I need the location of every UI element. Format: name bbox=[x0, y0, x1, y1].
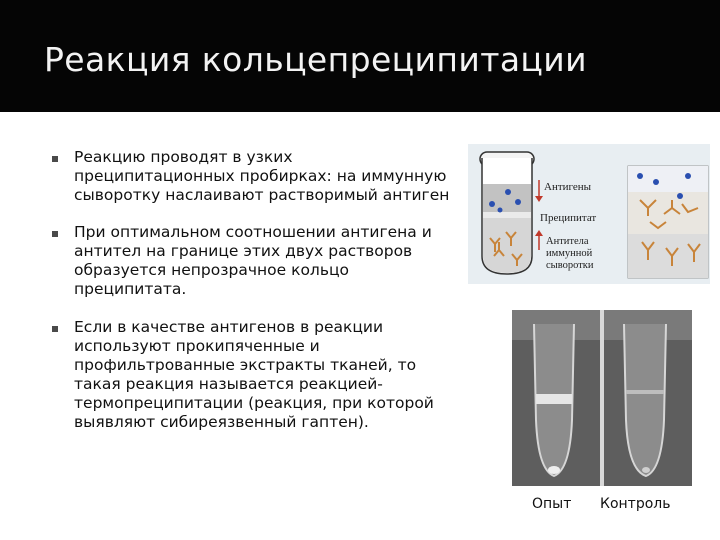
bullet-3-line-2: используют прокипяченные и bbox=[74, 337, 320, 355]
precipitation-diagram bbox=[468, 144, 710, 284]
bullet-marker bbox=[52, 231, 58, 237]
label-antibodies-3: сыворотки bbox=[546, 260, 594, 271]
bullet-2-line-1: При оптимальном соотношении антигена и bbox=[74, 223, 432, 241]
tube-experiment bbox=[534, 324, 574, 476]
antigen-dot bbox=[498, 208, 503, 213]
label-antibodies-2: иммунной bbox=[546, 248, 593, 259]
antigen-dot bbox=[489, 201, 495, 207]
antigen-dot bbox=[515, 199, 521, 205]
bullet-marker bbox=[52, 156, 58, 162]
bullet-1-line-2: преципитационных пробирках: на иммунную bbox=[74, 167, 447, 185]
bullet-3-text bbox=[74, 318, 466, 432]
bullet-2-line-3: образуется непрозрачное кольцо bbox=[74, 261, 349, 279]
tube-control bbox=[624, 324, 666, 476]
test-tubes-photo bbox=[512, 310, 692, 486]
bullet-3-line-4: такая реакция называется реакцией- bbox=[74, 375, 383, 393]
label-precipitate: Преципитат bbox=[540, 212, 597, 224]
bullet-2-text bbox=[74, 223, 466, 299]
photo-divider bbox=[600, 310, 604, 486]
diagram-svg bbox=[468, 144, 710, 284]
bullet-1-line-1: Реакцию проводят в узких bbox=[74, 148, 293, 166]
caption-experiment: Опыт bbox=[532, 496, 572, 512]
bullet-1-line-3: сыворотку наслаивают растворимый антиген bbox=[74, 186, 450, 204]
slide-title: Реакция кольцепреципитации bbox=[44, 40, 587, 79]
photo-svg bbox=[512, 310, 692, 486]
caption-control: Контроль bbox=[600, 496, 671, 512]
label-antibodies-1: Антитела bbox=[546, 236, 589, 247]
antigen-dot bbox=[505, 189, 511, 195]
bullet-3-line-3: профильтрованные экстракты тканей, то bbox=[74, 356, 417, 374]
bullet-3-line-5: термопреципитации (реакция, при которой bbox=[74, 394, 434, 412]
bullet-marker bbox=[52, 326, 58, 332]
bullet-2-line-4: преципитата. bbox=[74, 280, 187, 298]
bullet-2-line-2: антител на границе этих двух растворов bbox=[74, 242, 413, 260]
title-bar bbox=[0, 0, 720, 112]
bullet-3-line-6: выявляют сибиреязвенный гаптен). bbox=[74, 413, 369, 431]
diagram-arrow-antibodies bbox=[535, 230, 543, 250]
diagram-arrow-antigens bbox=[535, 180, 543, 202]
label-antigens: Антигены bbox=[544, 181, 592, 193]
test-tube-illustration bbox=[480, 152, 534, 274]
magnified-layers-panel bbox=[628, 166, 708, 278]
bullet-3-line-1: Если в качестве антигенов в реакции bbox=[74, 318, 384, 336]
bullet-1-text bbox=[74, 148, 466, 205]
